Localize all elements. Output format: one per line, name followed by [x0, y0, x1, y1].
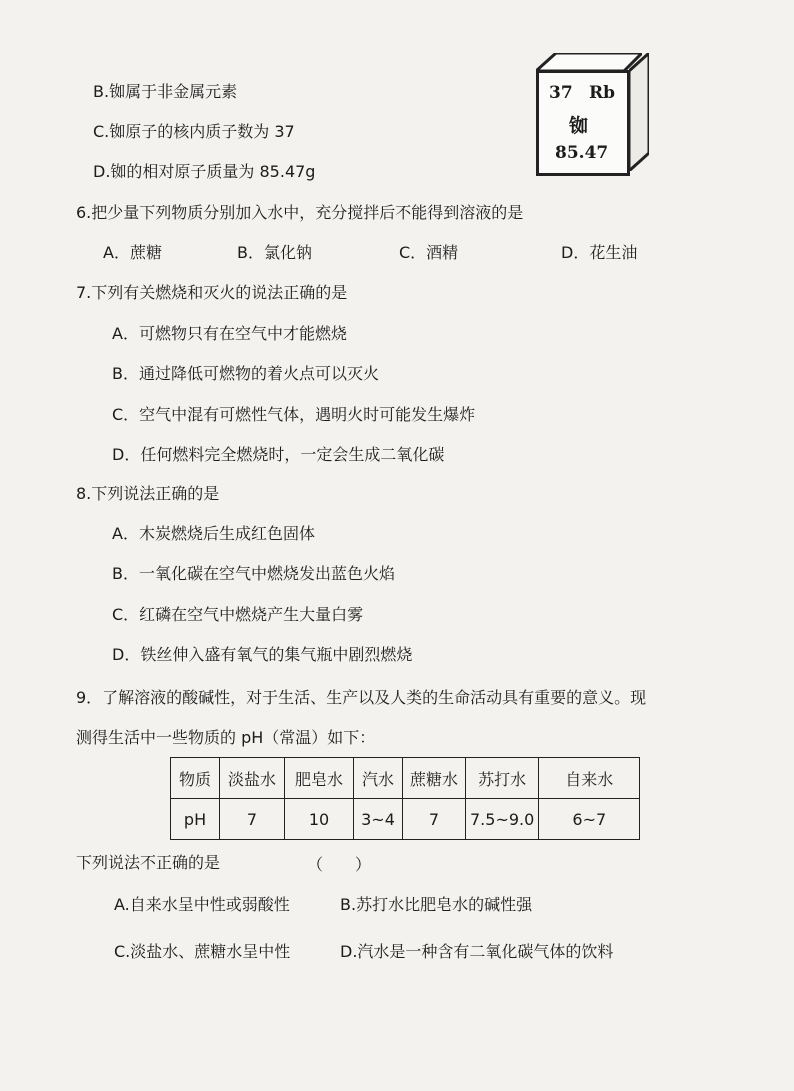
table-cell: 自来水 — [539, 758, 640, 799]
q6-stem: 6.把少量下列物质分别加入水中，充分搅拌后不能得到溶液的是 — [76, 203, 524, 222]
q7-stem: 7.下列有关燃烧和灭火的说法正确的是 — [76, 283, 348, 302]
answer-parentheses: （ ） — [307, 855, 372, 874]
q9-stem-line2: 测得生活中一些物质的 pH（常温）如下： — [76, 728, 376, 747]
table-cell: 7.5~9.0 — [466, 799, 539, 840]
q6-option-c: C．酒精 — [399, 243, 459, 262]
q7-option-d: D．任何燃料完全燃烧时，一定会生成二氧化碳 — [112, 445, 445, 464]
q5-option-b: B.铷属于非金属元素 — [93, 82, 238, 101]
q6-options — [0, 242, 794, 264]
table-row — [171, 799, 640, 840]
table-cell: 肥皂水 — [285, 758, 354, 799]
element-name: 铷 — [569, 115, 589, 137]
q8-option-c: C．红磷在空气中燃烧产生大量白雾 — [112, 605, 364, 624]
table-cell: 10 — [285, 799, 354, 840]
q9-option-d: D.汽水是一种含有二氧化碳气体的饮料 — [340, 942, 614, 961]
table-cell: pH — [171, 799, 220, 840]
q7-option-a: A．可燃物只有在空气中才能燃烧 — [112, 324, 347, 343]
table-cell: 蔗糖水 — [403, 758, 466, 799]
table-cell: 淡盐水 — [220, 758, 285, 799]
table-cell: 7 — [403, 799, 466, 840]
q8-option-d: D．铁丝伸入盛有氧气的集气瓶中剧烈燃烧 — [112, 645, 413, 664]
q8-option-b: B．一氧化碳在空气中燃烧发出蓝色火焰 — [112, 564, 395, 583]
table-cell: 苏打水 — [466, 758, 539, 799]
q9-option-b: B.苏打水比肥皂水的碱性强 — [340, 895, 533, 914]
table-cell: 物质 — [171, 758, 220, 799]
atomic-number: 37 — [549, 83, 573, 103]
periodic-element-card — [536, 70, 630, 176]
table-cell: 6~7 — [539, 799, 640, 840]
q5-option-d: D.铷的相对原子质量为 85.47g — [93, 162, 316, 181]
q9-prompt: 下列说法不正确的是 — [76, 853, 221, 872]
q6-option-a: A．蔗糖 — [103, 243, 162, 262]
q7-option-b: B．通过降低可燃物的着火点可以灭火 — [112, 364, 379, 383]
q6-option-b: B．氯化钠 — [237, 243, 312, 262]
q9-option-c: C.淡盐水、蔗糖水呈中性 — [114, 942, 291, 961]
q9-option-a: A.自来水呈中性或弱酸性 — [114, 895, 290, 914]
q8-option-a: A．木炭燃烧后生成红色固体 — [112, 524, 315, 543]
card-top-face — [536, 53, 642, 71]
q8-stem: 8.下列说法正确的是 — [76, 484, 220, 503]
table-header-row — [171, 758, 640, 799]
element-symbol: Rb — [589, 83, 616, 103]
q9-stem-line1: 9．了解溶液的酸碱性，对于生活、生产以及人类的生命活动具有重要的意义。现 — [76, 688, 647, 707]
ph-table — [170, 757, 640, 840]
atomic-mass: 85.47 — [555, 143, 609, 163]
q6-option-d: D．花生油 — [561, 243, 638, 262]
table-cell: 汽水 — [354, 758, 403, 799]
card-side-face — [629, 53, 649, 171]
q5-option-c: C.铷原子的核内质子数为 37 — [93, 122, 295, 141]
table-cell: 3~4 — [354, 799, 403, 840]
q7-option-c: C．空气中混有可燃性气体，遇明火时可能发生爆炸 — [112, 405, 476, 424]
table-cell: 7 — [220, 799, 285, 840]
